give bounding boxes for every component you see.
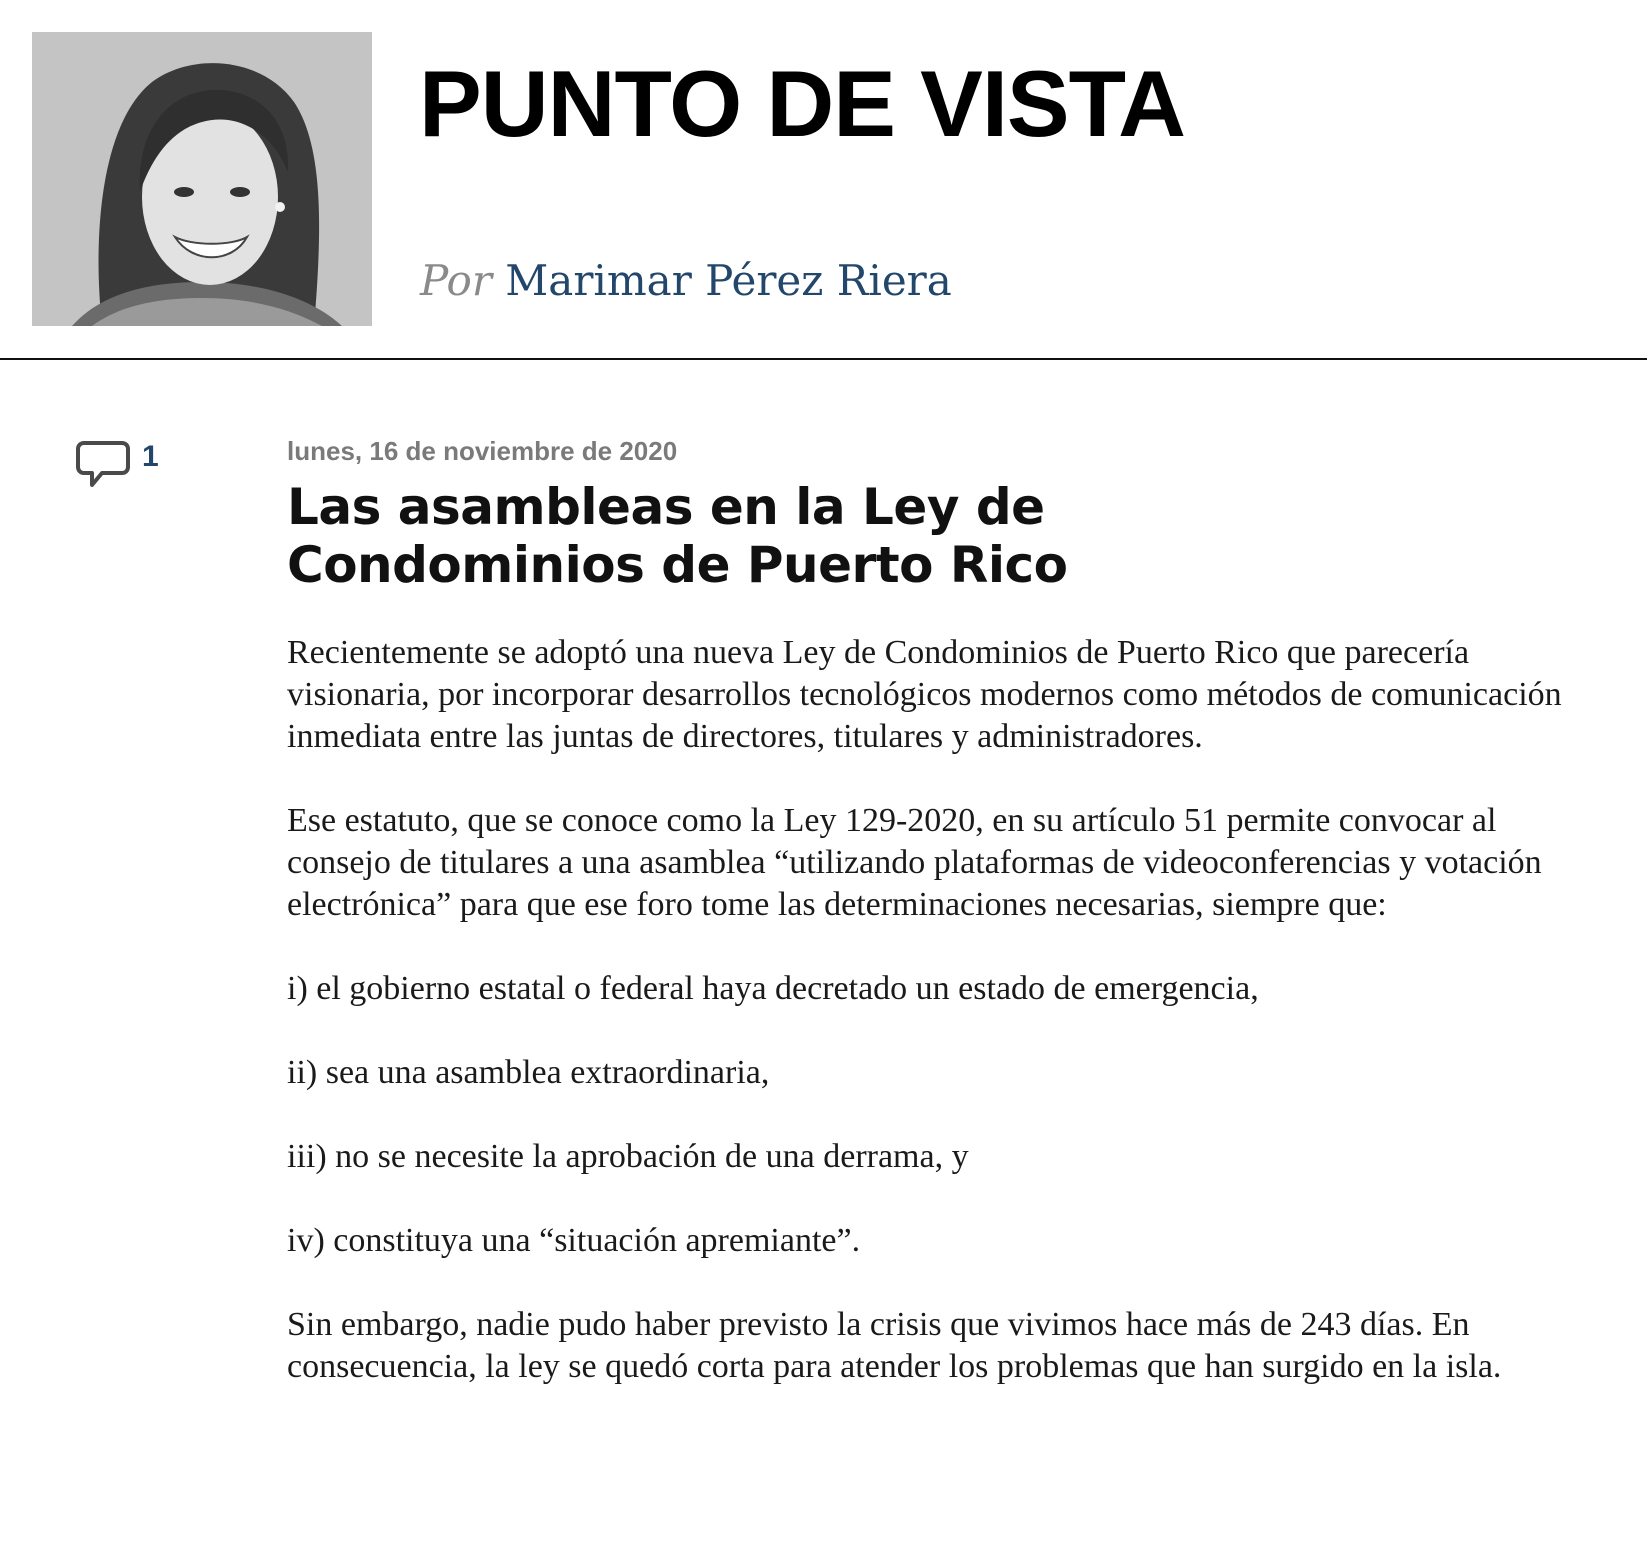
article-paragraph: ii) sea una asamblea extraordinaria, <box>287 1054 770 1092</box>
article-headline: Las asambleas en la Ley de Condominios de Puerto Rico <box>287 478 1068 594</box>
comment-count: 1 <box>142 440 159 473</box>
article-paragraph: Recientemente se adoptó una nueva Ley de Condominios de Puerto Rico que parecería visionaria, por incorporar desarrollos tecnológicos modernos como métodos de comunicación inmediata entre las juntas de directores, titulares y administradores. <box>287 634 1562 756</box>
byline <box>420 256 952 306</box>
section-title: PUNTO DE VISTA <box>419 51 1185 156</box>
speech-bubble-icon <box>76 440 130 490</box>
article-paragraph: Sin embargo, nadie pudo haber previsto la crisis que vivimos hace más de 243 días. En consecuencia, la ley se quedó corta para atender los problemas que han surgido en la isla. <box>287 1306 1502 1386</box>
article-paragraph: iii) no se necesite la aprobación de una derrama, y <box>287 1138 969 1176</box>
author-portrait-illustration <box>32 32 372 326</box>
byline-prefix: Por <box>420 256 492 305</box>
article-header <box>0 0 1647 360</box>
article-body <box>287 436 1577 1430</box>
comments-link[interactable] <box>76 440 159 490</box>
article-paragraph: i) el gobierno estatal o federal haya decretado un estado de emergencia, <box>287 970 1259 1008</box>
publish-date: lunes, 16 de noviembre de 2020 <box>287 436 678 466</box>
article-paragraph: iv) constituya una “situación apremiante”. <box>287 1222 861 1260</box>
author-photo <box>32 32 372 326</box>
author-link[interactable]: Marimar Pérez Riera <box>505 256 952 305</box>
article-paragraph: Ese estatuto, que se conoce como la Ley 129-2020, en su artículo 51 permite convocar al consejo de titulares a una asamblea “utilizando plataformas de videoconferencias y votación electrónica” para que ese foro tome las determinaciones necesarias, siempre que: <box>287 802 1542 924</box>
